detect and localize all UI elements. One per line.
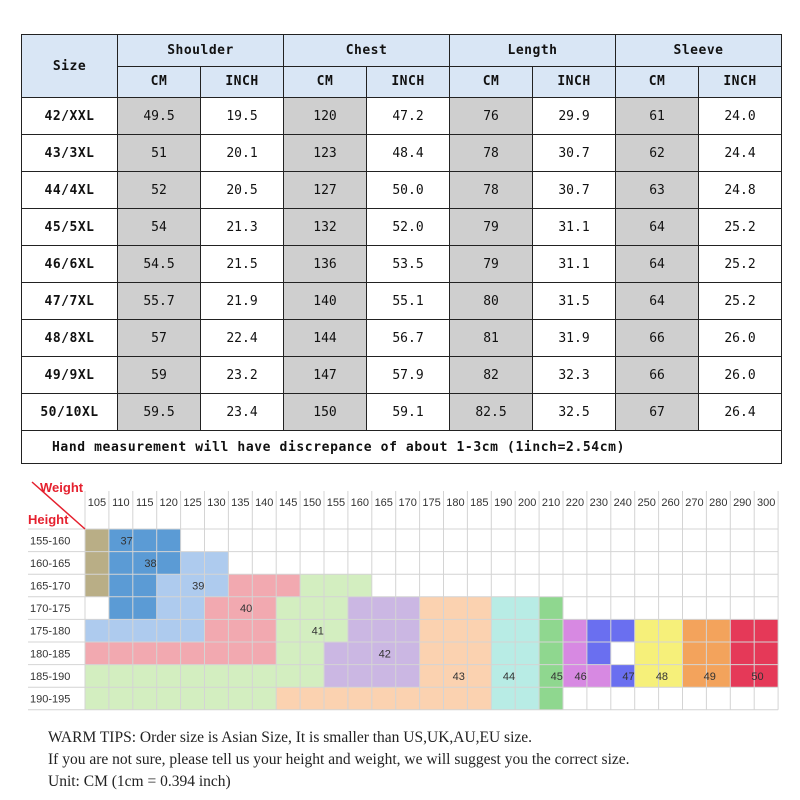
cm-cell: 59.5 <box>118 394 201 431</box>
cm-cell: 66 <box>616 320 699 357</box>
inch-cell: 24.4 <box>699 135 782 172</box>
table-row <box>22 320 782 357</box>
inch-cell: 24.8 <box>699 172 782 209</box>
weight-tick-label: 300 <box>756 497 776 509</box>
cm-cell: 120 <box>284 98 367 135</box>
size-region-45 <box>539 597 563 620</box>
weight-height-chart <box>28 476 776 722</box>
weight-tick-label: 270 <box>685 497 704 509</box>
size-label-43: 43 <box>452 670 465 683</box>
inch-cell: 57.9 <box>367 357 450 394</box>
size-label: 48/8XL <box>22 320 118 357</box>
size-region-41 <box>276 597 348 620</box>
unit-header: INCH <box>533 66 616 98</box>
group-header-length: Length <box>450 35 616 67</box>
tips-line-unit: Unit: CM (1cm = 0.394 inch) <box>48 773 231 790</box>
height-row-label: 175-180 <box>30 625 71 638</box>
weight-tick-label: 240 <box>613 497 632 509</box>
size-region-43 <box>420 619 492 642</box>
inch-cell: 24.0 <box>699 98 782 135</box>
weight-tick-label: 120 <box>159 497 178 509</box>
size-label-38: 38 <box>144 557 157 570</box>
weight-tick-label: 140 <box>255 497 274 509</box>
inch-cell: 32.5 <box>533 394 616 431</box>
size-label-46: 46 <box>574 670 587 683</box>
cm-cell: 61 <box>616 98 699 135</box>
weight-tick-label: 185 <box>470 497 489 509</box>
cm-cell: 81 <box>450 320 533 357</box>
size-region-47 <box>587 619 611 642</box>
group-header-chest: Chest <box>284 35 450 67</box>
table-row <box>22 246 782 283</box>
cm-cell: 57 <box>118 320 201 357</box>
size-region-47 <box>587 642 611 665</box>
tips-line-order-size: WARM TIPS: Order size is Asian Size, It is smaller than US,UK,AU,EU size. <box>48 729 533 746</box>
inch-cell: 52.0 <box>367 209 450 246</box>
size-label-37: 37 <box>120 535 133 548</box>
cm-cell: 66 <box>616 357 699 394</box>
weight-tick-label: 105 <box>87 497 107 509</box>
unit-header: INCH <box>201 66 284 98</box>
cm-cell: 64 <box>616 246 699 283</box>
size-table <box>21 34 782 464</box>
cm-cell: 67 <box>616 394 699 431</box>
inch-cell: 25.2 <box>699 209 782 246</box>
weight-tick-label: 175 <box>422 497 441 509</box>
size-label: 43/3XL <box>22 135 118 172</box>
table-row <box>22 135 782 172</box>
weight-axis-label: Weight <box>40 480 84 495</box>
size-region-47 <box>611 619 635 642</box>
cm-cell: 136 <box>284 246 367 283</box>
inch-cell: 21.5 <box>201 246 284 283</box>
cm-cell: 127 <box>284 172 367 209</box>
inch-cell: 31.5 <box>533 283 616 320</box>
inch-cell: 31.1 <box>533 246 616 283</box>
height-row-label: 155-160 <box>30 535 71 548</box>
size-label-45: 45 <box>550 670 563 683</box>
warm-tips <box>48 727 788 793</box>
tips-line-suggest: If you are not sure, please tell us your height and weight, we will suggest you the correct size. <box>48 751 630 768</box>
weight-tick-label: 290 <box>733 497 752 509</box>
height-axis-label: Height <box>28 512 69 527</box>
cm-cell: 82.5 <box>450 394 533 431</box>
weight-tick-label: 220 <box>565 497 585 509</box>
inch-cell: 25.2 <box>699 246 782 283</box>
size-region-40 <box>228 574 300 597</box>
unit-header: INCH <box>699 66 782 98</box>
size-label-49: 49 <box>703 670 716 683</box>
inch-cell: 20.1 <box>201 135 284 172</box>
size-region-43 <box>420 597 492 620</box>
table-row <box>22 283 782 320</box>
cm-cell: 80 <box>450 283 533 320</box>
unit-header: CM <box>450 66 533 98</box>
cm-cell: 54 <box>118 209 201 246</box>
cm-cell: 78 <box>450 135 533 172</box>
size-label-48: 48 <box>655 670 669 683</box>
size-region-45 <box>539 619 563 642</box>
size-label-39: 39 <box>192 580 205 593</box>
size-label: 46/6XL <box>22 246 118 283</box>
inch-cell: 23.4 <box>201 394 284 431</box>
weight-tick-label: 155 <box>326 497 346 509</box>
size-region-37 <box>85 529 109 552</box>
size-label: 44/4XL <box>22 172 118 209</box>
weight-tick-label: 170 <box>398 497 417 509</box>
size-region-43 <box>420 642 492 665</box>
size-region-39 <box>85 619 205 642</box>
weight-tick-label: 160 <box>350 497 370 509</box>
size-region-42 <box>348 597 420 620</box>
size-region-37 <box>85 574 109 597</box>
weight-tick-label: 135 <box>231 497 250 509</box>
weight-tick-label: 110 <box>112 497 130 509</box>
cm-cell: 64 <box>616 283 699 320</box>
weight-height-grid <box>28 476 776 722</box>
size-label-50: 50 <box>751 670 764 683</box>
size-label: 50/10XL <box>22 394 118 431</box>
table-row <box>22 394 782 431</box>
inch-cell: 50.0 <box>367 172 450 209</box>
unit-header: CM <box>118 66 201 98</box>
size-region-37 <box>85 552 109 575</box>
size-region-45 <box>539 642 563 665</box>
unit-header: INCH <box>367 66 450 98</box>
cm-cell: 62 <box>616 135 699 172</box>
inch-cell: 56.7 <box>367 320 450 357</box>
size-region-43 <box>276 687 491 710</box>
cm-cell: 140 <box>284 283 367 320</box>
inch-cell: 26.0 <box>699 357 782 394</box>
cm-cell: 55.7 <box>118 283 201 320</box>
size-label-42: 42 <box>378 648 391 661</box>
size-region-41 <box>300 574 372 597</box>
weight-tick-label: 250 <box>637 497 656 509</box>
size-label-47: 47 <box>622 670 635 683</box>
inch-cell: 47.2 <box>367 98 450 135</box>
size-table-body <box>22 98 782 431</box>
cm-cell: 132 <box>284 209 367 246</box>
cm-cell: 123 <box>284 135 367 172</box>
weight-tick-label: 165 <box>374 497 393 509</box>
size-label: 45/5XL <box>22 209 118 246</box>
cm-cell: 49.5 <box>118 98 201 135</box>
size-label: 42/XXL <box>22 98 118 135</box>
inch-cell: 30.7 <box>533 172 616 209</box>
inch-cell: 26.4 <box>699 394 782 431</box>
cm-cell: 79 <box>450 209 533 246</box>
inch-cell: 31.1 <box>533 209 616 246</box>
inch-cell: 31.9 <box>533 320 616 357</box>
height-row-label: 170-175 <box>30 603 71 616</box>
size-label: 49/9XL <box>22 357 118 394</box>
cm-cell: 144 <box>284 320 367 357</box>
height-row-label: 180-185 <box>30 648 71 661</box>
inch-cell: 22.4 <box>201 320 284 357</box>
cm-cell: 79 <box>450 246 533 283</box>
inch-cell: 19.5 <box>201 98 284 135</box>
unit-header: CM <box>616 66 699 98</box>
weight-tick-label: 150 <box>302 497 322 509</box>
size-header: Size <box>22 35 118 98</box>
weight-tick-label: 180 <box>446 497 465 509</box>
size-region-45 <box>539 687 563 710</box>
group-header-sleeve: Sleeve <box>616 35 782 67</box>
table-row <box>22 172 782 209</box>
weight-tick-label: 260 <box>661 497 680 509</box>
inch-cell: 25.2 <box>699 283 782 320</box>
cm-cell: 82 <box>450 357 533 394</box>
cm-cell: 63 <box>616 172 699 209</box>
weight-tick-label: 280 <box>709 497 728 509</box>
cm-cell: 59 <box>118 357 201 394</box>
inch-cell: 23.2 <box>201 357 284 394</box>
cm-cell: 76 <box>450 98 533 135</box>
cm-cell: 147 <box>284 357 367 394</box>
size-label: 47/7XL <box>22 283 118 320</box>
weight-tick-label: 115 <box>135 497 154 509</box>
cm-cell: 52 <box>118 172 201 209</box>
measurement-note: Hand measurement will have discrepance of about 1-3cm (1inch=2.54cm) <box>22 431 782 464</box>
height-row-label: 160-165 <box>30 557 71 570</box>
cm-cell: 54.5 <box>118 246 201 283</box>
inch-cell: 53.5 <box>367 246 450 283</box>
weight-tick-label: 230 <box>589 497 609 509</box>
table-row <box>22 98 782 135</box>
weight-tick-label: 200 <box>517 497 537 509</box>
weight-tick-label: 210 <box>541 497 561 509</box>
inch-cell: 55.1 <box>367 283 450 320</box>
group-header-shoulder: Shoulder <box>118 35 284 67</box>
size-region-42 <box>348 619 420 642</box>
inch-cell: 21.9 <box>201 283 284 320</box>
inch-cell: 48.4 <box>367 135 450 172</box>
cm-cell: 78 <box>450 172 533 209</box>
inch-cell: 21.3 <box>201 209 284 246</box>
size-label-40: 40 <box>239 603 253 616</box>
weight-tick-label: 145 <box>278 497 298 509</box>
inch-cell: 30.7 <box>533 135 616 172</box>
size-region-46 <box>563 642 587 665</box>
weight-tick-label: 190 <box>494 497 513 509</box>
unit-header: CM <box>284 66 367 98</box>
cm-cell: 64 <box>616 209 699 246</box>
height-row-label: 165-170 <box>30 580 71 593</box>
cm-cell: 51 <box>118 135 201 172</box>
table-row <box>22 209 782 246</box>
inch-cell: 32.3 <box>533 357 616 394</box>
weight-tick-label: 130 <box>207 497 226 509</box>
cm-cell: 150 <box>284 394 367 431</box>
inch-cell: 20.5 <box>201 172 284 209</box>
inch-cell: 26.0 <box>699 320 782 357</box>
size-label-44: 44 <box>502 670 516 683</box>
inch-cell: 59.1 <box>367 394 450 431</box>
height-row-label: 185-190 <box>30 670 71 683</box>
size-region-40 <box>205 619 277 642</box>
table-row <box>22 357 782 394</box>
size-region-46 <box>563 619 587 642</box>
weight-tick-label: 125 <box>183 497 202 509</box>
inch-cell: 29.9 <box>533 98 616 135</box>
height-row-label: 190-195 <box>30 693 71 706</box>
size-label-41: 41 <box>311 625 324 638</box>
